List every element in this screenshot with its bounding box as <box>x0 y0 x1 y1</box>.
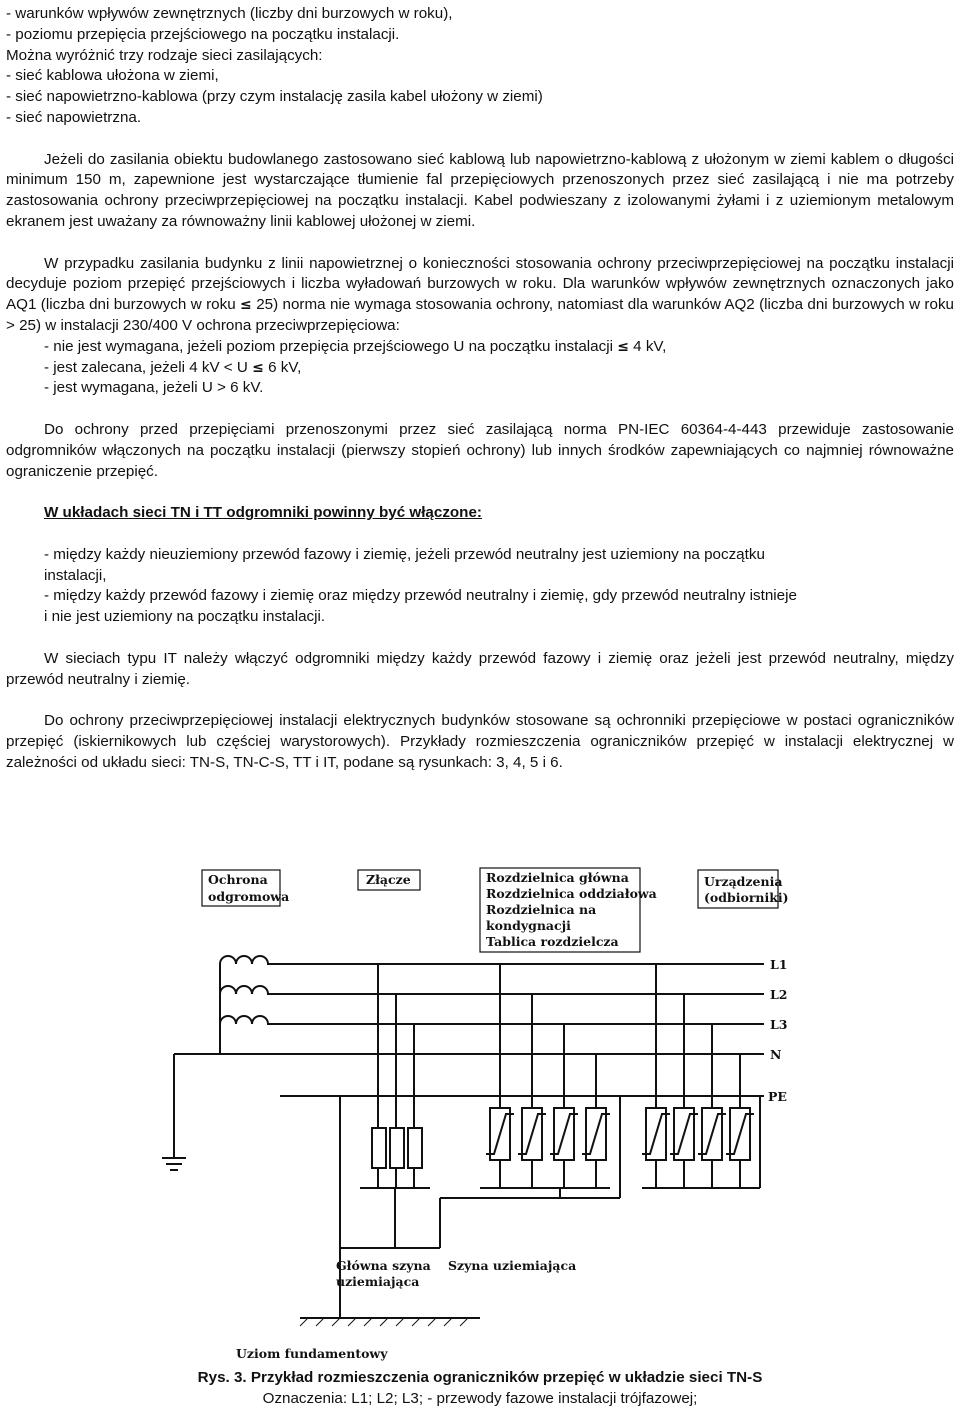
document-page <box>6 4 954 773</box>
label-urzadzenia-2: (odbiorniki) <box>704 890 789 905</box>
paragraph-text: W przypadku zasilania budynku z linii napowietrznej o konieczności stosowania ochrony przeciwprzepięciowej na początku instalacji decyduje poziom przepięć przejściowych i liczba wyładowań burzowych w roku. Dla warunków wpływów zewnętrznych oznaczonych jako AQ1 (liczba dni burzowych w roku <box>6 254 954 314</box>
paragraph-standard: Do ochrony przed przepięciami przenoszonymi przez sieć zasilającą norma PN-IEC 60364-4-443 przewiduje zastosowanie odgromników włączonych na początku instalacji (pierwszy stopień ochrony) lub innych środków zapewniających co najmniej równoważne ograniczenie przepięć. <box>6 420 954 480</box>
paragraph-cable-network: Jeżeli do zasilania obiektu budowlanego zastosowano sieć kablową lub napowietrzno-kablową z ułożonym w ziemi kablem o długości minimum 150 m, zapewnione jest wystarczające tłumienie fal przepięciowych przenoszonych przez sieć zasilającą i nie ma potrzeby zastosowania ochrony przeciwprzepięciowej na początku instalacji. Kabel podwieszany z izolowanymi żyłami i z uziemionym metalowym ekranem jest uważany za równoważny linii kablowej ułożonej w ziemi. <box>6 150 954 230</box>
conductor-n: N <box>770 1047 782 1062</box>
label-rozdzielnice-1: Rozdzielnica główna <box>486 870 629 885</box>
label-rozdzielnice-2: Rozdzielnica oddziałowa <box>486 886 657 901</box>
label-urzadzenia-1: Urządzenia <box>704 874 783 889</box>
paragraph-overhead-line <box>6 254 954 400</box>
list-item-continuation: instalacji, <box>44 566 107 584</box>
intro-list <box>6 4 954 129</box>
list-item-continuation: i nie jest uziemiony na początku instalacji. <box>44 608 326 626</box>
paragraph-it-network: W sieciach typu IT należy włączyć odgromniki między każdy przewód fazowy i ziemię oraz jeżeli jest przewód neutralny, między przewód neutralny i ziemię. <box>6 649 954 688</box>
ground-icon <box>162 1158 186 1170</box>
tn-tt-list <box>6 545 954 628</box>
conductor-l2: L2 <box>770 987 788 1002</box>
tn-s-diagram <box>160 858 800 1378</box>
list-item: 6 kV, <box>268 358 302 376</box>
intro-line: - poziomu przepięcia przejściowego na początku instalacji. <box>6 25 400 43</box>
figure-legend: Oznaczenia: L1; L2; L3; - przewody fazowe instalacji trójfazowej; <box>262 1390 698 1407</box>
list-item: - jest zalecana, jeżeli 4 kV < U <box>44 358 248 376</box>
figure-caption: Rys. 3. Przykład rozmieszczenia ograniczników przepięć w układzie sieci TN-S <box>197 1369 763 1386</box>
list-item: - nie jest wymagana, jeżeli poziom przepięcia przejściowego U na początku instalacji <box>44 337 613 355</box>
list-item: - między każdy przewód fazowy i ziemię oraz między przewód neutralny i ziemię, gdy przewód neutralny istnieje <box>44 587 797 605</box>
surge-arresters-stage3 <box>642 964 760 1188</box>
intro-line: - sieć napowietrzno-kablowa (przy czym instalację zasila kabel ułożony w ziemi) <box>6 88 543 106</box>
conductor-pe: PE <box>768 1089 787 1104</box>
conductor-l3: L3 <box>770 1017 788 1032</box>
section-heading: W układach sieci TN i TT odgromniki powinny być włączone: <box>44 504 482 522</box>
less-equal-symbol: ≤ <box>617 338 629 355</box>
intro-line: - sieć kablowa ułożona w ziemi, <box>6 67 219 85</box>
paragraph-text: 25) norma nie wymaga stosowania ochrony, natomiast dla warunków AQ2 (liczba dni burzowych w roku > 25) w instalacji 230/400 V ochrona przeciwprzepięciowa: <box>6 296 954 334</box>
ground-hatching <box>300 1318 468 1326</box>
paragraph-surge-protectors: Do ochrony przeciwprzepięciowej instalacji elektrycznych budynków stosowane są ochronniki przepięciowe w postaci ograniczników przepięć (iskiernikowych lub częściej warystorowych). Przykłady rozmieszczenia ograniczników przepięć w instalacji elektrycznej w zależności od układu sieci: TN-S, TN-C-S, TT i IT, podane są rysunkach: 3, 4, 5 i 6. <box>6 712 954 771</box>
list-item: 4 kV, <box>633 337 667 355</box>
label-glowna-szyna-1: Główna szyna <box>336 1258 431 1273</box>
label-ochrona-line2: odgromowa <box>208 889 290 904</box>
intro-line: Można wyróżnić trzy rodzaje sieci zasilających: <box>6 46 323 64</box>
label-glowna-szyna-2: uziemiająca <box>336 1274 420 1289</box>
intro-line: - sieć napowietrzna. <box>6 108 142 126</box>
label-ochrona-line1: Ochrona <box>208 872 268 887</box>
label-zlacze: Złącze <box>366 872 411 887</box>
surge-arresters-stage2 <box>480 964 610 1188</box>
label-rozdzielnice-4: kondygnacji <box>486 918 571 933</box>
conductor-l1: L1 <box>770 957 788 972</box>
intro-line: - warunków wpływów zewnętrznych (liczby dni burzowych w roku), <box>6 5 453 22</box>
surge-arresters-stage1 <box>360 964 430 1188</box>
list-item: - jest wymagana, jeżeli U > 6 kV. <box>44 379 264 397</box>
list-item: - między każdy nieuziemiony przewód fazowy i ziemię, jeżeli przewód neutralny jest uziemiony na początku <box>44 545 765 563</box>
less-equal-symbol: ≤ <box>252 359 264 376</box>
label-rozdzielnice-3: Rozdzielnica na <box>486 902 597 917</box>
less-equal-symbol: ≤ <box>240 297 252 314</box>
label-rozdzielnice-5: Tablica rozdzielcza <box>486 934 619 949</box>
label-uziom: Uziom fundamentowy <box>236 1346 388 1361</box>
label-szyna-uziemiajaca: Szyna uziemiająca <box>448 1258 577 1273</box>
transformer-coils-icon <box>174 956 280 1158</box>
